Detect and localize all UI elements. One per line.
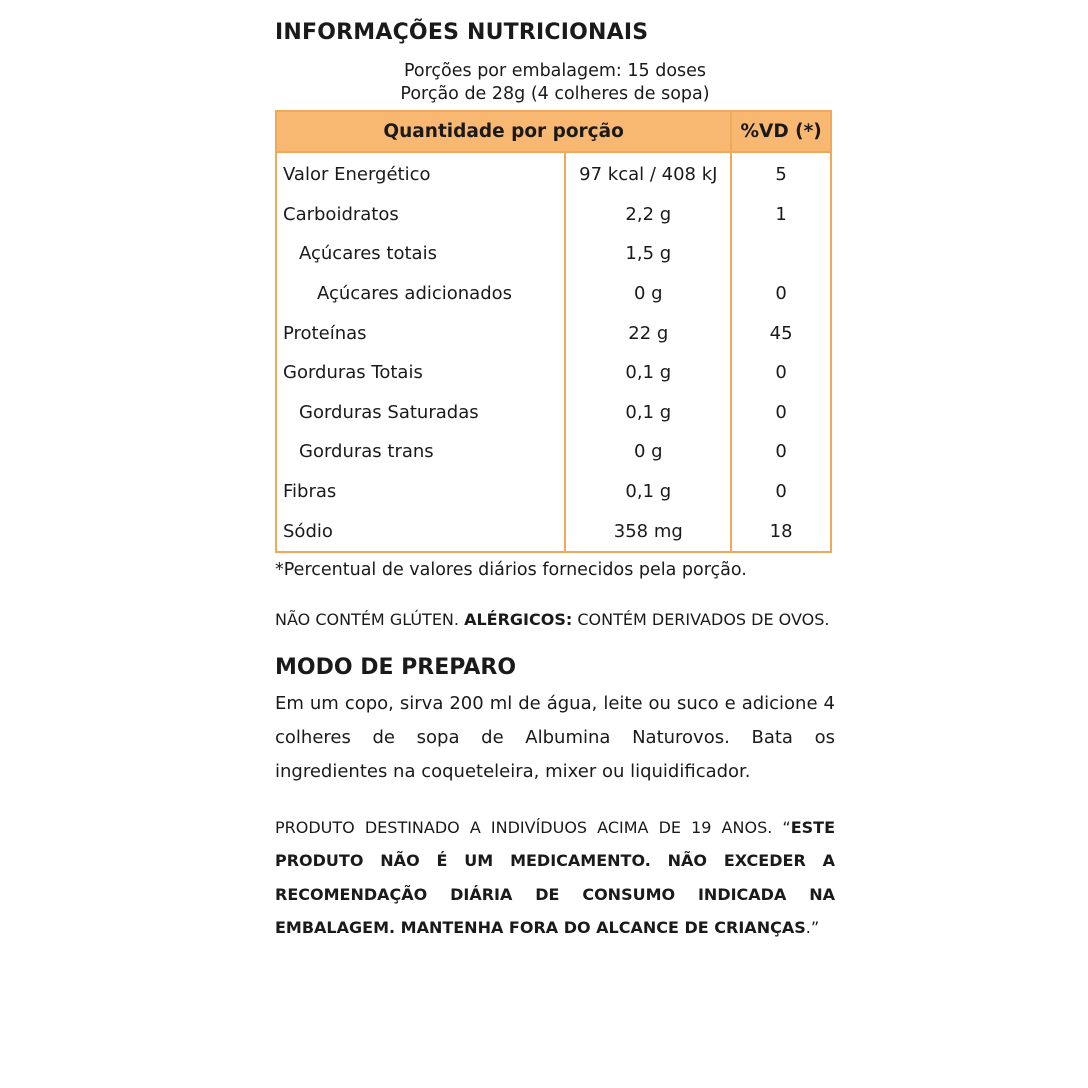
nutrient-name: Proteínas	[276, 313, 565, 353]
nutrition-table-body	[276, 152, 831, 552]
nutrient-name: Gorduras trans	[276, 432, 565, 472]
nutrient-name: Gorduras Saturadas	[276, 393, 565, 433]
nutrient-vd: 5	[731, 152, 831, 195]
servings-per-package: Porções por embalagem: 15 doses	[403, 61, 707, 81]
table-row	[276, 353, 831, 393]
nutrient-vd: 0	[731, 432, 831, 472]
allergen-label: ALÉRGICOS:	[464, 609, 573, 629]
nutrient-quantity: 0,1 g	[565, 472, 731, 512]
nutrient-name: Sódio	[276, 511, 565, 552]
warning-notice	[275, 811, 835, 945]
nutrient-quantity: 0 g	[565, 274, 731, 314]
nutrient-name: Fibras	[276, 472, 565, 512]
nutrient-vd: 0	[731, 393, 831, 433]
nutrient-name: Gorduras Totais	[276, 353, 565, 393]
nutrient-name: Açúcares adicionados	[276, 274, 565, 314]
header-vd: %VD (*)	[731, 111, 831, 152]
nutrient-vd: 1	[731, 195, 831, 235]
nutrient-quantity: 0 g	[565, 432, 731, 472]
nutrient-quantity: 2,2 g	[565, 195, 731, 235]
serving-size: Porção de 28g (4 colheres de sopa)	[400, 84, 710, 104]
warning-bold: ESTE PRODUTO NÃO É UM MEDICAMENTO. NÃO EXCEDER A RECOMENDAÇÃO DIÁRIA DE CONSUMO INDICADA NA EMBALAGEM. MANTENHA FORA DO ALCANCE DE CRIANÇAS	[275, 817, 835, 938]
nutrient-vd: 0	[731, 274, 831, 314]
table-row	[276, 472, 831, 512]
nutrient-vd	[731, 234, 831, 274]
table-row	[276, 152, 831, 195]
allergen-text: CONTÉM DERIVADOS DE OVOS.	[577, 609, 830, 629]
table-row	[276, 195, 831, 235]
nutrient-name: Valor Energético	[276, 152, 565, 195]
table-row	[276, 274, 831, 314]
nutrient-quantity: 22 g	[565, 313, 731, 353]
table-row	[276, 234, 831, 274]
nutrient-vd: 0	[731, 353, 831, 393]
preparation-text: Em um copo, sirva 200 ml de água, leite ou suco e adicione 4 colheres de sopa de Albumina Naturovos. Bata os ingredientes na coqueteleira, mixer ou liquidificador.	[275, 692, 835, 782]
table-row	[276, 393, 831, 433]
table-header-row	[276, 111, 831, 152]
nutrient-vd: 18	[731, 511, 831, 552]
warning-intro: PRODUTO DESTINADO A INDIVÍDUOS ACIMA DE 19 ANOS. “	[275, 817, 791, 837]
nutrient-quantity: 1,5 g	[565, 234, 731, 274]
table-row	[276, 313, 831, 353]
table-row	[276, 432, 831, 472]
serving-info	[275, 60, 835, 106]
nutrient-name: Açúcares totais	[276, 234, 565, 274]
nutrition-table	[275, 110, 832, 553]
page-title: INFORMAÇÕES NUTRICIONAIS	[275, 20, 649, 45]
nutrient-vd: 0	[731, 472, 831, 512]
footnote: *Percentual de valores diários fornecidos pela porção.	[275, 559, 747, 580]
preparation-title: MODO DE PREPARO	[275, 654, 517, 680]
nutrient-quantity: 97 kcal / 408 kJ	[565, 152, 731, 195]
table-row	[276, 511, 831, 552]
allergen-notice	[275, 609, 835, 631]
nutrient-vd: 45	[731, 313, 831, 353]
nutrient-quantity: 358 mg	[565, 511, 731, 552]
warning-end: .”	[805, 918, 820, 938]
nutrient-quantity: 0,1 g	[565, 393, 731, 433]
nutrient-quantity: 0,1 g	[565, 353, 731, 393]
nutrition-label	[275, 18, 835, 945]
nutrient-name: Carboidratos	[276, 195, 565, 235]
gluten-statement: NÃO CONTÉM GLÚTEN.	[275, 609, 459, 629]
header-quantity: Quantidade por porção	[276, 111, 731, 152]
